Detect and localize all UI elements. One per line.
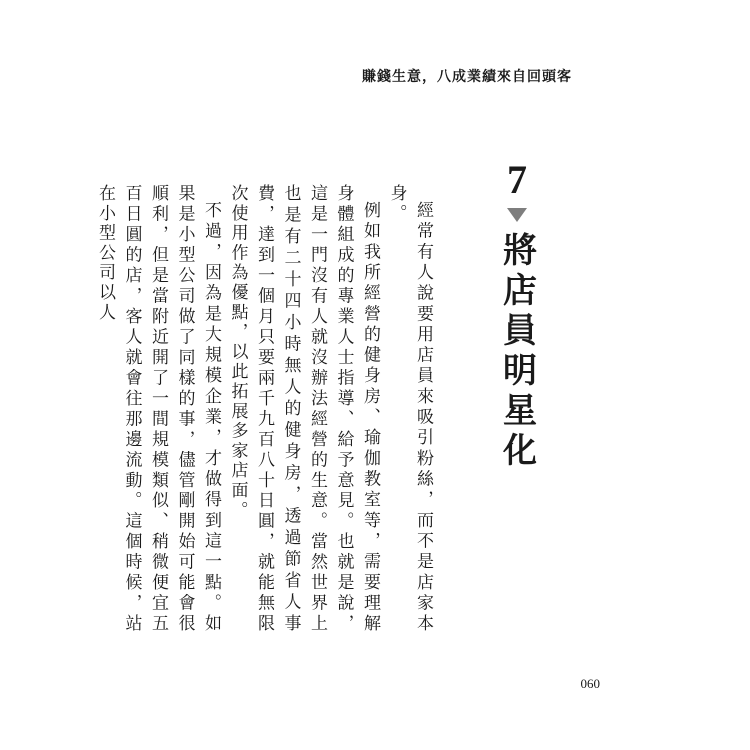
- running-header: 賺錢生意，八成業績來自回頭客: [362, 69, 572, 85]
- page-number: 060: [580, 676, 600, 691]
- chapter-heading: [494, 157, 540, 472]
- down-triangle-icon: [507, 208, 527, 222]
- chapter-title: 將店員明星化: [496, 232, 537, 472]
- body-text: [92, 184, 437, 634]
- chapter-number: 7: [507, 157, 527, 202]
- paragraph-2: 例如我所經營的健身房、瑜伽教室等，需要理解身體組成的專業人士指導、給予意見。也就是說，這是一門沒有人就沒辦法經營的生意。當然世界上也是有二十四小時無人的健身房，透過節省人事費，達到一個月只要兩千九百八十日圓，就能無限次使用作為優點，以此拓展多家店面。: [227, 184, 380, 634]
- paragraph-1: 經常有人說要用店員來吸引粉絲，而不是店家本身。: [386, 184, 433, 634]
- paragraph-3: 不過，因為是大規模企業，才做得到這一點。如果是小型公司做了同樣的事，儘管剛開始可能會很順利，但是當附近開了一間規模類似、稍微便宜五百日圓的店，客人就會往那邊流動。這個時候，站在小型公司以人: [95, 184, 221, 634]
